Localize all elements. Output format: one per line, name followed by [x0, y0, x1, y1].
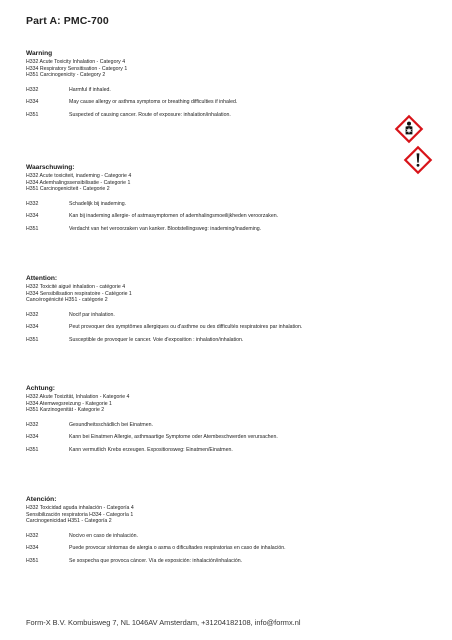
statement-code: H332 — [26, 86, 39, 93]
signal-word: Waarschuwing: — [26, 164, 75, 171]
hazard-classification: H334 Sensibilisation respiratoire - Catégorie 1 — [26, 290, 132, 297]
signal-word: Atención: — [26, 496, 57, 503]
hazard-statement — [26, 99, 426, 105]
hazard-statement — [26, 533, 426, 539]
statement-text: May cause allergy or asthma symptoms or breathing difficulties if inhaled. — [69, 99, 238, 106]
statement-code: H351 — [26, 558, 39, 565]
hazard-classification: H334 Respiratory Sensitisation - Category 1 — [26, 65, 128, 72]
hazard-statement — [26, 545, 426, 551]
hazard-statement — [26, 337, 426, 343]
statement-code: H351 — [26, 226, 39, 233]
section-german — [26, 385, 426, 460]
company-footer: Form-X B.V. Kombuisweg 7, NL 1046AV Amsterdam, +31204182108, info@formx.nl — [26, 618, 301, 627]
exclamation-mark-icon — [403, 145, 433, 175]
hazard-classification: H351 Carcinogenicity - Category 2 — [26, 72, 106, 79]
statement-text: Nocif par inhalation. — [69, 311, 115, 318]
hazard-classification: H334 Ademhalingssensibilisatie - Categorie 1 — [26, 179, 131, 186]
statement-code: H351 — [26, 337, 39, 344]
hazard-statement — [26, 112, 426, 118]
statement-text: Gesundheitsschädlich bei Einatmen. — [69, 421, 153, 428]
hazard-classification: H351 Carcinogeniciteit - Categorie 2 — [26, 186, 110, 193]
hazard-classification: H332 Akute Toxizität, Inhalation - Kategorie 4 — [26, 394, 130, 400]
statement-code: H332 — [26, 311, 39, 318]
statement-text: Suspected of causing cancer. Route of exposure: inhalation/inhalation. — [69, 112, 231, 119]
statement-text: Nocivo en caso de inhalación. — [69, 532, 138, 539]
statement-text: Peut provoquer des symptômes allergiques ou d'asthme ou des difficultés respiratoires par inhalation. — [69, 324, 303, 331]
signal-word: Achtung: — [26, 385, 55, 392]
statement-code: H351 — [26, 112, 39, 119]
hazard-statement — [26, 447, 426, 453]
hazard-statement — [26, 226, 426, 232]
hazard-classification: H334 Atemwegsreizung - Kategorie 1 — [26, 400, 112, 407]
hazard-classification: H332 Toxicidad aguda inhalación - Categoría 4 — [26, 505, 134, 511]
statement-text: Susceptible de provoquer le cancer. Voie d'exposition : inhalation/inhalation. — [69, 337, 244, 344]
statement-text: Verdacht van het veroorzaken van kanker. Blootstellingsweg: inademing/inademing. — [69, 226, 262, 233]
section-dutch — [26, 164, 426, 239]
section-spanish — [26, 496, 426, 571]
hazard-statement — [26, 201, 426, 207]
statement-text: Kann bei Einatmen Allergie, asthmaartige Symptome oder Atembeschwerden verursachen. — [69, 434, 278, 441]
hazard-statement — [26, 312, 426, 318]
page-title: Part A: PMC-700 — [26, 15, 109, 27]
hazard-statement — [26, 213, 426, 219]
hazard-classification: Sensibilización respiratoria H334 - Categoría 1 — [26, 511, 134, 518]
statement-code: H334 — [26, 99, 39, 106]
ghs-pictograms — [394, 114, 440, 175]
statement-code: H334 — [26, 213, 39, 220]
hazard-statement — [26, 87, 426, 93]
statement-text: Kan bij inademing allergie- of astmasymptomen of ademhalingsmoeilijkheden veroorzaken. — [69, 213, 279, 220]
hazard-classification: Carcinogenicidad H351 - Categoría 2 — [26, 518, 112, 525]
statement-text: Se sospecha que provoca cáncer. Vía de exposición: inhalación/inhalación. — [69, 558, 243, 565]
hazard-statement — [26, 324, 426, 330]
statement-text: Kann vermutlich Krebs erzeugen. Expositionsweg: Einatmen/Einatmen. — [69, 447, 233, 454]
statement-code: H332 — [26, 421, 39, 428]
hazard-classification: H351 Karzinogenität - Kategorie 2 — [26, 407, 105, 414]
statement-code: H334 — [26, 545, 39, 552]
hazard-classification: H332 Acute Toxicity Inhalation - Category 4 — [26, 59, 126, 65]
hazard-classification: Cancérogénicité H351 - catégorie 2 — [26, 297, 108, 304]
statement-code: H351 — [26, 447, 39, 454]
statement-code: H334 — [26, 434, 39, 441]
hazard-classification: H332 Acute toxiciteit, inademing - Categorie 4 — [26, 173, 132, 179]
statement-code: H334 — [26, 324, 39, 331]
section-french — [26, 275, 426, 350]
statement-text: Harmful if inhaled. — [69, 86, 111, 93]
hazard-statement — [26, 422, 426, 428]
signal-word: Attention: — [26, 275, 58, 282]
signal-word: Warning — [26, 50, 53, 57]
statement-text: Puede provocar síntomas de alergia o asma o dificultades respiratorias en caso de inhalación. — [69, 545, 286, 552]
hazard-classification: H332 Toxicité aiguë inhalation - catégorie 4 — [26, 284, 126, 290]
statement-code: H332 — [26, 532, 39, 539]
section-english — [26, 50, 426, 125]
statement-code: H332 — [26, 200, 39, 207]
hazard-statement — [26, 434, 426, 440]
health-hazard-icon — [394, 114, 424, 144]
statement-text: Schadelijk bij inademing. — [69, 200, 127, 207]
hazard-statement — [26, 558, 426, 564]
